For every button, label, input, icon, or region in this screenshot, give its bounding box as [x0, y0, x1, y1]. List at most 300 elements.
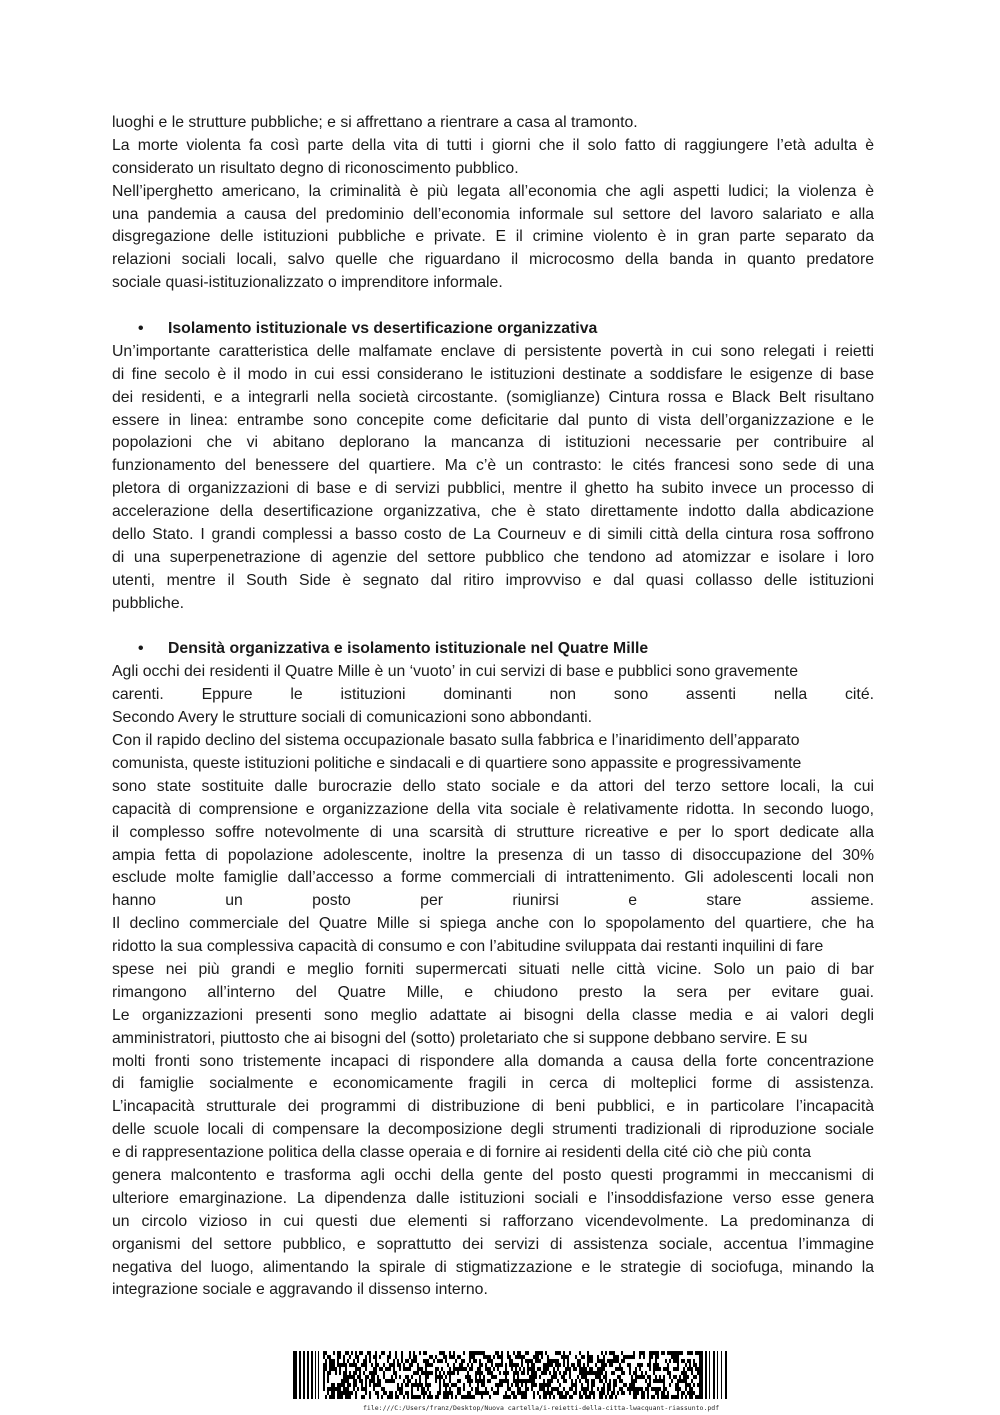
barcode-module	[673, 1359, 675, 1363]
barcode-module	[637, 1391, 639, 1395]
barcode-module	[633, 1371, 635, 1375]
barcode-module	[485, 1387, 487, 1391]
barcode-module	[329, 1355, 331, 1359]
barcode-module	[601, 1379, 603, 1383]
barcode-module	[533, 1363, 535, 1367]
barcode-module	[579, 1391, 581, 1395]
barcode-module	[689, 1387, 691, 1391]
barcode-module	[433, 1359, 435, 1363]
barcode-module	[403, 1395, 405, 1399]
barcode-module	[505, 1371, 507, 1375]
barcode-module	[407, 1379, 409, 1383]
barcode-module	[467, 1395, 469, 1399]
barcode-module	[325, 1367, 327, 1371]
barcode-module	[449, 1355, 451, 1359]
barcode-module	[689, 1383, 691, 1387]
barcode-module	[513, 1395, 515, 1399]
barcode-module	[497, 1383, 499, 1387]
barcode-module	[569, 1387, 571, 1391]
barcode-module	[413, 1371, 415, 1375]
barcode-module	[549, 1379, 551, 1383]
barcode-module	[665, 1367, 667, 1371]
barcode-module	[649, 1359, 651, 1363]
barcode-module	[515, 1383, 517, 1387]
barcode-module	[355, 1363, 357, 1367]
barcode-module	[519, 1351, 521, 1355]
barcode-module	[423, 1387, 425, 1391]
barcode-module	[615, 1355, 617, 1359]
barcode-module	[461, 1363, 463, 1367]
barcode-module	[371, 1375, 373, 1379]
barcode-module	[699, 1351, 703, 1399]
barcode-module	[441, 1359, 443, 1363]
barcode-module	[683, 1375, 685, 1379]
barcode-module	[365, 1379, 367, 1383]
barcode-module	[355, 1351, 357, 1355]
barcode-module	[351, 1363, 353, 1367]
barcode-module	[563, 1379, 565, 1383]
text-line: Con il rapido declino del sistema occupazionale basato sulla fabbrica e l’inaridimento dell’apparato	[112, 732, 800, 750]
text-line: Nell’iperghetto americano, la criminalità è più legata all’economia che agli aspetti ludici; la violenza è	[112, 182, 874, 200]
barcode-module	[695, 1395, 697, 1399]
barcode-module	[691, 1371, 693, 1375]
barcode-module	[329, 1359, 331, 1363]
barcode-module	[399, 1367, 401, 1371]
barcode-module	[403, 1363, 405, 1367]
barcode-module	[395, 1351, 397, 1355]
barcode-module	[365, 1383, 367, 1387]
barcode-module	[675, 1351, 677, 1355]
barcode-module	[577, 1359, 579, 1363]
barcode-module	[325, 1395, 327, 1399]
barcode-module	[515, 1363, 517, 1367]
barcode-module	[465, 1375, 467, 1379]
barcode-module	[705, 1351, 707, 1399]
barcode-module	[579, 1371, 581, 1375]
barcode-module	[369, 1383, 371, 1387]
barcode-module	[463, 1367, 465, 1371]
barcode-module	[359, 1375, 361, 1379]
barcode-module	[587, 1351, 589, 1355]
barcode-module	[661, 1395, 663, 1399]
barcode-module	[535, 1383, 537, 1387]
barcode-module	[545, 1367, 547, 1371]
barcode-module	[557, 1391, 559, 1395]
barcode-module	[579, 1367, 581, 1371]
barcode-module	[605, 1395, 607, 1399]
barcode-module	[361, 1383, 363, 1387]
barcode-module	[555, 1351, 557, 1355]
barcode-module	[371, 1379, 373, 1383]
barcode-module	[559, 1391, 561, 1395]
barcode-module	[605, 1379, 607, 1383]
barcode-module	[353, 1359, 355, 1363]
barcode-module	[465, 1395, 467, 1399]
barcode-module	[523, 1395, 525, 1399]
barcode-module	[427, 1363, 429, 1367]
barcode-module	[345, 1371, 347, 1375]
barcode-module	[417, 1367, 419, 1371]
barcode-module	[579, 1363, 581, 1367]
barcode-module	[521, 1379, 523, 1383]
barcode-module	[359, 1367, 361, 1371]
barcode-module	[675, 1359, 677, 1363]
barcode-module	[529, 1359, 531, 1363]
barcode-module	[475, 1379, 477, 1383]
barcode-module	[585, 1391, 587, 1395]
barcode-module	[465, 1367, 467, 1371]
barcode-module	[571, 1379, 573, 1383]
barcode-module	[691, 1391, 693, 1395]
barcode-module	[387, 1379, 389, 1383]
barcode-module	[593, 1371, 595, 1375]
text-line: L’incapacità strutturale dei programmi di distribuzione di beni pubblici, e in particolare l’incapacità	[112, 1098, 874, 1116]
barcode-module	[553, 1387, 555, 1391]
barcode-module	[349, 1391, 351, 1395]
text-line: di fine secolo è il modo in cui essi considerano le istituzioni destinate a soddisfare le esigenze di base	[112, 365, 874, 383]
text-line: molti fronti sono tristemente incapaci di rispondere alla domanda a causa della forte concentrazione	[112, 1052, 874, 1070]
barcode-module	[373, 1379, 375, 1383]
barcode-module	[619, 1363, 621, 1367]
barcode-module	[639, 1351, 641, 1355]
barcode-module	[681, 1351, 683, 1355]
barcode-module	[685, 1379, 687, 1383]
barcode-module	[435, 1379, 437, 1383]
barcode-module	[535, 1351, 537, 1355]
barcode-module	[649, 1363, 651, 1367]
barcode-module	[355, 1395, 357, 1399]
barcode-module	[649, 1367, 651, 1371]
barcode-module	[695, 1375, 697, 1379]
barcode-module	[635, 1375, 637, 1379]
barcode-module	[407, 1383, 409, 1387]
barcode-module	[689, 1395, 691, 1399]
barcode-module	[525, 1395, 527, 1399]
barcode-module	[583, 1355, 585, 1359]
barcode-module	[549, 1359, 551, 1363]
barcode-module	[335, 1367, 337, 1371]
barcode-module	[547, 1355, 549, 1359]
barcode-module	[387, 1355, 389, 1359]
barcode-module	[675, 1355, 677, 1359]
barcode-module	[521, 1363, 523, 1367]
barcode-module	[593, 1383, 595, 1387]
barcode-module	[349, 1383, 351, 1387]
barcode-module	[373, 1375, 375, 1379]
barcode-module	[685, 1383, 687, 1387]
barcode-module	[441, 1367, 443, 1371]
text-line: hanno un posto per riunirsi e stare assieme.	[112, 892, 874, 910]
barcode-module	[597, 1355, 599, 1359]
barcode-module	[639, 1355, 641, 1359]
barcode-module	[565, 1391, 567, 1395]
barcode-module	[581, 1367, 583, 1371]
barcode-module	[677, 1383, 679, 1387]
barcode-module	[393, 1367, 395, 1371]
barcode-module	[415, 1379, 417, 1383]
barcode-module	[425, 1383, 427, 1387]
barcode-module	[657, 1387, 659, 1391]
barcode-module	[591, 1383, 593, 1387]
barcode-module	[389, 1355, 391, 1359]
barcode-module	[689, 1363, 691, 1367]
barcode-module	[507, 1395, 509, 1399]
barcode-module	[365, 1359, 367, 1363]
barcode-module	[537, 1359, 539, 1363]
barcode-module	[527, 1379, 529, 1383]
barcode-module	[685, 1395, 687, 1399]
bullet-icon: •	[138, 640, 144, 658]
barcode-module	[401, 1351, 403, 1355]
barcode-module	[643, 1351, 645, 1355]
barcode-module	[641, 1391, 643, 1395]
barcode-module	[657, 1379, 659, 1383]
barcode-module	[543, 1363, 545, 1367]
barcode-module	[361, 1351, 363, 1355]
barcode-module	[583, 1367, 585, 1371]
barcode-module	[397, 1395, 399, 1399]
barcode-module	[585, 1387, 587, 1391]
barcode-module	[505, 1395, 507, 1399]
barcode-module	[447, 1391, 449, 1395]
barcode-module	[659, 1379, 661, 1383]
barcode-module	[331, 1359, 333, 1363]
barcode-module	[693, 1359, 695, 1363]
barcode-module	[655, 1351, 657, 1355]
barcode-module	[449, 1371, 451, 1375]
barcode-module	[469, 1355, 471, 1359]
barcode-module	[691, 1367, 693, 1371]
barcode-module	[531, 1375, 533, 1379]
barcode-module	[327, 1379, 329, 1383]
barcode-module	[445, 1391, 447, 1395]
barcode-module	[451, 1371, 453, 1375]
barcode-module	[487, 1359, 489, 1363]
barcode-module	[631, 1387, 633, 1391]
barcode-module	[443, 1391, 445, 1395]
barcode-module	[427, 1383, 429, 1387]
barcode-module	[411, 1359, 413, 1363]
barcode-module	[323, 1363, 325, 1367]
barcode-module	[529, 1375, 531, 1379]
barcode-module	[339, 1351, 341, 1355]
barcode-module	[339, 1367, 341, 1371]
barcode-module	[639, 1387, 641, 1391]
barcode-module	[603, 1391, 605, 1395]
barcode-module	[661, 1391, 663, 1395]
barcode-module	[523, 1391, 525, 1395]
barcode-module	[599, 1379, 601, 1383]
barcode-module	[689, 1367, 691, 1371]
barcode-module	[647, 1391, 649, 1395]
barcode-module	[469, 1391, 471, 1395]
barcode-module	[559, 1395, 561, 1399]
barcode-module	[593, 1391, 595, 1395]
barcode-module	[439, 1383, 441, 1387]
barcode-module	[655, 1359, 657, 1363]
barcode-module	[555, 1375, 557, 1379]
barcode-module	[669, 1383, 671, 1387]
barcode-module	[621, 1359, 623, 1363]
barcode-module	[385, 1391, 387, 1395]
barcode-module	[323, 1367, 325, 1371]
barcode-module	[439, 1375, 441, 1379]
barcode-module	[425, 1391, 427, 1395]
barcode-module	[425, 1379, 427, 1383]
barcode-module	[351, 1391, 353, 1395]
barcode-module	[457, 1391, 459, 1395]
barcode-module	[451, 1355, 453, 1359]
barcode-module	[597, 1359, 599, 1363]
barcode-module	[515, 1379, 517, 1383]
barcode-module	[369, 1379, 371, 1383]
barcode-module	[573, 1363, 575, 1367]
section-heading	[112, 638, 874, 661]
barcode-module	[401, 1383, 403, 1387]
barcode-module	[443, 1371, 445, 1375]
barcode-module	[631, 1383, 633, 1387]
barcode-module	[539, 1383, 541, 1387]
barcode-module	[493, 1355, 495, 1359]
barcode-module	[359, 1379, 361, 1383]
barcode-module	[475, 1375, 477, 1379]
text-line: Agli occhi dei residenti il Quatre Mille è un ‘vuoto’ in cui servizi di base e pubblici sono gravemente	[112, 663, 799, 681]
barcode-module	[569, 1367, 571, 1371]
barcode-module	[421, 1367, 423, 1371]
barcode-module	[449, 1351, 451, 1355]
barcode-module	[575, 1391, 577, 1395]
barcode-module	[645, 1387, 647, 1391]
barcode-module	[337, 1383, 339, 1387]
barcode-module	[487, 1371, 489, 1375]
barcode-module	[523, 1379, 525, 1383]
barcode-module	[623, 1359, 625, 1363]
barcode-module	[557, 1379, 559, 1383]
barcode-module	[453, 1367, 455, 1371]
barcode-module	[419, 1375, 421, 1379]
barcode-module	[437, 1395, 439, 1399]
barcode-module	[545, 1363, 547, 1367]
barcode-module	[513, 1363, 515, 1367]
text-line: Il declino commerciale del Quatre Mille si spiega anche con lo spopolamento del quartiere, che ha	[112, 915, 874, 933]
text-line: delle scuole locali di compensare la decomposizione degli strumenti tradizionali di riproduzione sociale	[112, 1121, 874, 1139]
barcode-module	[653, 1387, 655, 1391]
barcode-module	[461, 1359, 463, 1363]
barcode-module	[429, 1395, 431, 1399]
barcode-module	[599, 1375, 601, 1379]
barcode-module	[459, 1367, 461, 1371]
barcode-module	[323, 1387, 325, 1391]
barcode-module	[507, 1387, 509, 1391]
barcode-module	[653, 1395, 655, 1399]
barcode-module	[379, 1355, 381, 1359]
barcode-module	[559, 1371, 561, 1375]
barcode-module	[377, 1395, 379, 1399]
barcode-module	[697, 1371, 699, 1375]
barcode-module	[353, 1379, 355, 1383]
barcode-module	[409, 1367, 411, 1371]
barcode-module	[531, 1367, 533, 1371]
barcode-module	[371, 1363, 373, 1367]
barcode-module	[497, 1351, 499, 1355]
barcode-module	[527, 1359, 529, 1363]
barcode-module	[525, 1387, 527, 1391]
barcode-module	[633, 1387, 635, 1391]
barcode-module	[439, 1351, 441, 1355]
barcode-module	[353, 1363, 355, 1367]
barcode-module	[679, 1379, 681, 1383]
barcode-module	[511, 1391, 513, 1395]
barcode-module	[471, 1395, 473, 1399]
barcode-module	[341, 1363, 343, 1367]
barcode-module	[491, 1359, 493, 1363]
barcode-module	[489, 1395, 491, 1399]
barcode-module	[507, 1351, 509, 1355]
barcode-module	[505, 1363, 507, 1367]
barcode-module	[667, 1391, 669, 1395]
barcode-module	[649, 1351, 651, 1355]
text-line: pletora di organizzazioni di base e di servizi pubblici, mentre il ghetto ha subito invece un processo di	[112, 480, 874, 498]
barcode-module	[611, 1351, 613, 1355]
barcode-module	[717, 1351, 718, 1399]
barcode-module	[581, 1383, 583, 1387]
barcode-module	[599, 1391, 601, 1395]
barcode-module	[543, 1395, 545, 1399]
barcode-module	[419, 1379, 421, 1383]
barcode-module	[589, 1359, 591, 1363]
barcode-module	[675, 1395, 677, 1399]
barcode-module	[493, 1391, 495, 1395]
barcode-module	[663, 1383, 665, 1387]
barcode-module	[345, 1379, 347, 1383]
barcode-module	[501, 1351, 503, 1355]
barcode-module	[661, 1351, 663, 1355]
barcode-module	[337, 1363, 339, 1367]
barcode-module	[621, 1367, 623, 1371]
barcode-module	[439, 1387, 441, 1391]
barcode-module	[567, 1355, 569, 1359]
barcode-module	[475, 1371, 477, 1375]
barcode-module	[519, 1367, 521, 1371]
barcode-module	[569, 1395, 571, 1399]
barcode-module	[375, 1355, 377, 1359]
barcode-module	[411, 1387, 413, 1391]
barcode-module	[439, 1359, 441, 1363]
barcode-module	[533, 1355, 535, 1359]
barcode-module	[619, 1379, 621, 1383]
barcode-module	[453, 1351, 455, 1355]
barcode-module	[581, 1387, 583, 1391]
barcode-module	[583, 1387, 585, 1391]
barcode-module	[453, 1383, 455, 1387]
barcode-module	[657, 1351, 659, 1355]
barcode-module	[329, 1387, 331, 1391]
barcode-module	[569, 1351, 571, 1355]
barcode-module	[647, 1387, 649, 1391]
barcode-module	[457, 1379, 459, 1383]
barcode-module	[481, 1391, 483, 1395]
barcode-module	[541, 1351, 543, 1355]
barcode-module	[565, 1355, 567, 1359]
barcode-module	[563, 1375, 565, 1379]
barcode-module	[389, 1379, 391, 1383]
barcode-module	[525, 1383, 527, 1387]
barcode-module	[549, 1383, 551, 1387]
barcode-module	[651, 1387, 653, 1391]
barcode-module	[551, 1363, 553, 1367]
barcode-module	[669, 1351, 671, 1355]
barcode-module	[519, 1391, 521, 1395]
